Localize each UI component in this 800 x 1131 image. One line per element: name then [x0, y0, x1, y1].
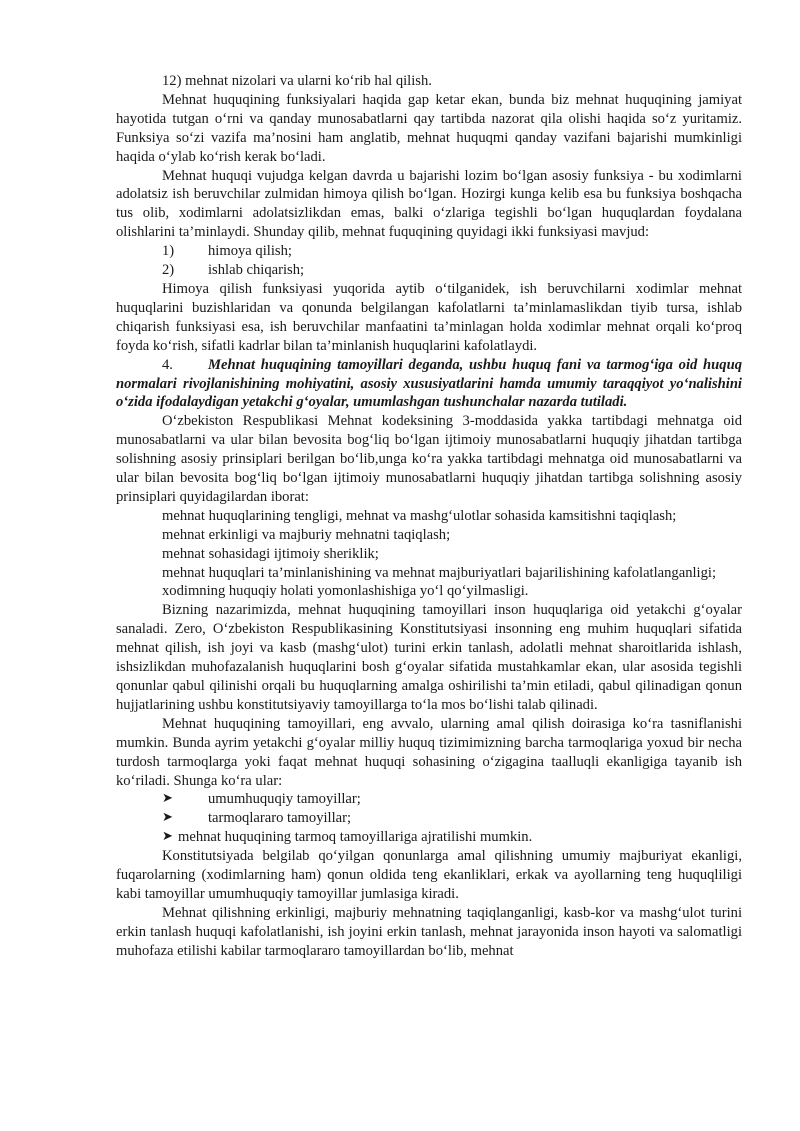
paragraph-functions-intro: Mehnat huquqining funksiyalari haqida gap ketar ekan, bunda biz mehnat huquqining jamiyat hayotida tutgan o‘rni va qanday munosabatlarni qay tartibda nazorat qila olishi haqida so‘z yuritamiz. Funksiya so‘zi vazifa ma’nosini ham anglatib, mehnat huquqmi qanday vazifani bajarishi mumkinligi haqida o‘ylab ko‘rish kerak bo‘ladi.: [116, 91, 742, 165]
item-text: himoya qilish;: [208, 243, 292, 260]
bullet-text: tarmoqlararo tamoyillar;: [208, 810, 352, 827]
item-text: ishlab chiqarish;: [208, 262, 305, 279]
section-heading-text: Mehnat huquqining tamoyillari deganda, ushbu huquq fani va tarmog‘iga oid huquq normalari rivojlanishining mohiyatini, asosiy xususiyatlarini hamda umumiy taraqqiyot yo‘nalishini o‘zida ifodalaydigan yetakchi g‘oyalar, umumlashgan tushunchalar nazarda tutiladi.: [116, 356, 742, 411]
item-number: 2): [162, 262, 175, 279]
paragraph-principles-opinion: Bizning nazarimizda, mehnat huquqining tamoyillari inson huquqlariga oid yetakchi g‘oyalar sanaladi. Zero, O‘zbekiston Respublikasining Konstitutsiyasi insonning eng muhim huquqlari sifatida mehnat qilish, ish joyi va kasb (mashg‘ulot) turini erkin tanlash, adolatli mehnat sharoitlarida ishlash, ishsizlikdan muhofazalanish huquqlarini bosh g‘oyalar sifatida mustahkamlar ekan, ular asosida tegishli qonunlar qabul qilinishi orqali bu huquqlarning amalga oshirilishi ta’min etiladi, qabul qilinadigan qonun hujjatlarining ushbu konstitutsiyaviy tamoyillarga to‘la mos bo‘lishi talab qilinadi.: [116, 602, 742, 713]
bullet-item: [116, 828, 742, 847]
function-item-2: [116, 261, 742, 280]
bullet-item: [116, 790, 742, 809]
bullet-text: mehnat huquqining tarmoq tamoyillariga ajratilishi mumkin.: [178, 829, 533, 846]
principle-item: xodimning huquqiy holati yomonlashishiga yo‘l qo‘yilmasligi.: [162, 583, 529, 600]
principle-item: mehnat huquqlari ta’minlanishining va mehnat majburiyatlari bajarilishining kafolatlanganligi;: [162, 564, 717, 581]
arrowhead-bullet-icon: ➤: [162, 791, 173, 807]
principle-item: mehnat sohasidagi ijtimoiy sheriklik;: [162, 545, 379, 562]
paragraph-functions-history: Mehnat huquqi vujudga kelgan davrda u bajarishi lozim bo‘lgan asosiy funksiya - bu xodimlarni adolatsiz ish beruvchilar zulmidan himoya qilish bo‘lgan. Hozirgi kunga kelib esa bu funksiya boshqacha tus olib, xodimlarni adolatsizlikdan emas, balki o‘zlariga tegishli bo‘lgan huquqlardan foydalana olishlarini ta’minlaydi. Shunday qilib, mehnat fuquqining quyidagi ikki funksiyasi mavjud:: [116, 167, 742, 241]
section-heading-4: [116, 356, 742, 413]
bullet-item: [116, 809, 742, 828]
document-page: [116, 72, 742, 961]
paragraph-labour-code: O‘zbekiston Respublikasi Mehnat kodeksining 3-moddasida yakka tartibdagi mehnatga oid munosabatlarni va ular bilan bevosita bog‘liq bo‘lgan ijtimoiy munosabatlarni huquqiy jihatdan tartibga solishning asosiy prinsiplari berilgan bo‘lib,unga ko‘ra yakka tartibdagi mehnatga oid munosabatlarni va ular bilan bevosita bog‘liq bo‘lgan ijtimoiy munosabatlarni huquqiy jihatdan tartibga solishning asosiy prinsiplari quyidagilardan iborat:: [116, 413, 742, 505]
paragraph-general-principles: Konstitutsiyada belgilab qo‘yilgan qonunlarga amal qilishning umumiy majburiyat ekanligi, fuqarolarning (xodimlarning ham) qonun oldida teng ekanliklari, erkak va ayollarning teng huquqliligi kabi tamoyillar umumhuquqiy tamoyillar jumlasiga kiradi.: [116, 848, 742, 902]
list-item-12: 12) mehnat nizolari va ularni ko‘rib hal qilish.: [162, 73, 432, 89]
section-number: 4.: [162, 356, 173, 373]
paragraph-interbranch-principles: Mehnat qilishning erkinligi, majburiy mehnatning taqiqlanganligi, kasb-kor va mashg‘ulot turini erkin tanlash huquqi kafolatlanishi, ish joyini erkin tanlash, mehnat jarayonida inson hayoti va salomatligi muhofaza etilishi kabilar tarmoqlararo tamoyillardan bo‘lib, mehnat: [116, 904, 742, 959]
function-item-1: [116, 242, 742, 261]
arrowhead-bullet-icon: ➤: [162, 829, 173, 845]
principle-item: mehnat huquqlarining tengligi, mehnat va mashg‘ulotlar sohasida kamsitishni taqiqlash;: [162, 507, 677, 524]
principle-item: mehnat erkinligi va majburiy mehnatni taqiqlash;: [162, 526, 451, 543]
item-number: 1): [162, 243, 175, 260]
paragraph-protection-function: Himoya qilish funksiyasi yuqorida aytib o‘tilganidek, ish beruvchilarni xodimlar mehnat huquqlarini buzishlaridan va qonunda belgilangan kafolatlarni ta’minlamaslikdan tiyib tursa, ishlab chiqarish funksiyasi esa, ish beruvchilar manfaatini ta’minlagan holda xodimlar mehnat orqali ko‘proq foyda ko‘rish, sifatli kadrlar bilan ta’minlanish huquqlarini kafolatlaydi.: [116, 280, 742, 354]
arrowhead-bullet-icon: ➤: [162, 810, 173, 826]
paragraph-principles-classification: Mehnat huquqining tamoyillari, eng avvalo, ularning amal qilish doirasiga ko‘ra tasniflanishi mumkin. Bunda ayrim yetakchi g‘oyalar milliy huquq tizimimizning barcha tarmoqlariga yoxud bir necha turdosh tarmoqlarga yoki faqat mehnat huquqi sohasining o‘zigagina taalluqli ekanligiga tayanib ish ko‘riladi. Shunga ko‘ra ular:: [116, 715, 742, 789]
bullet-text: umumhuquqiy tamoyillar;: [208, 791, 361, 808]
